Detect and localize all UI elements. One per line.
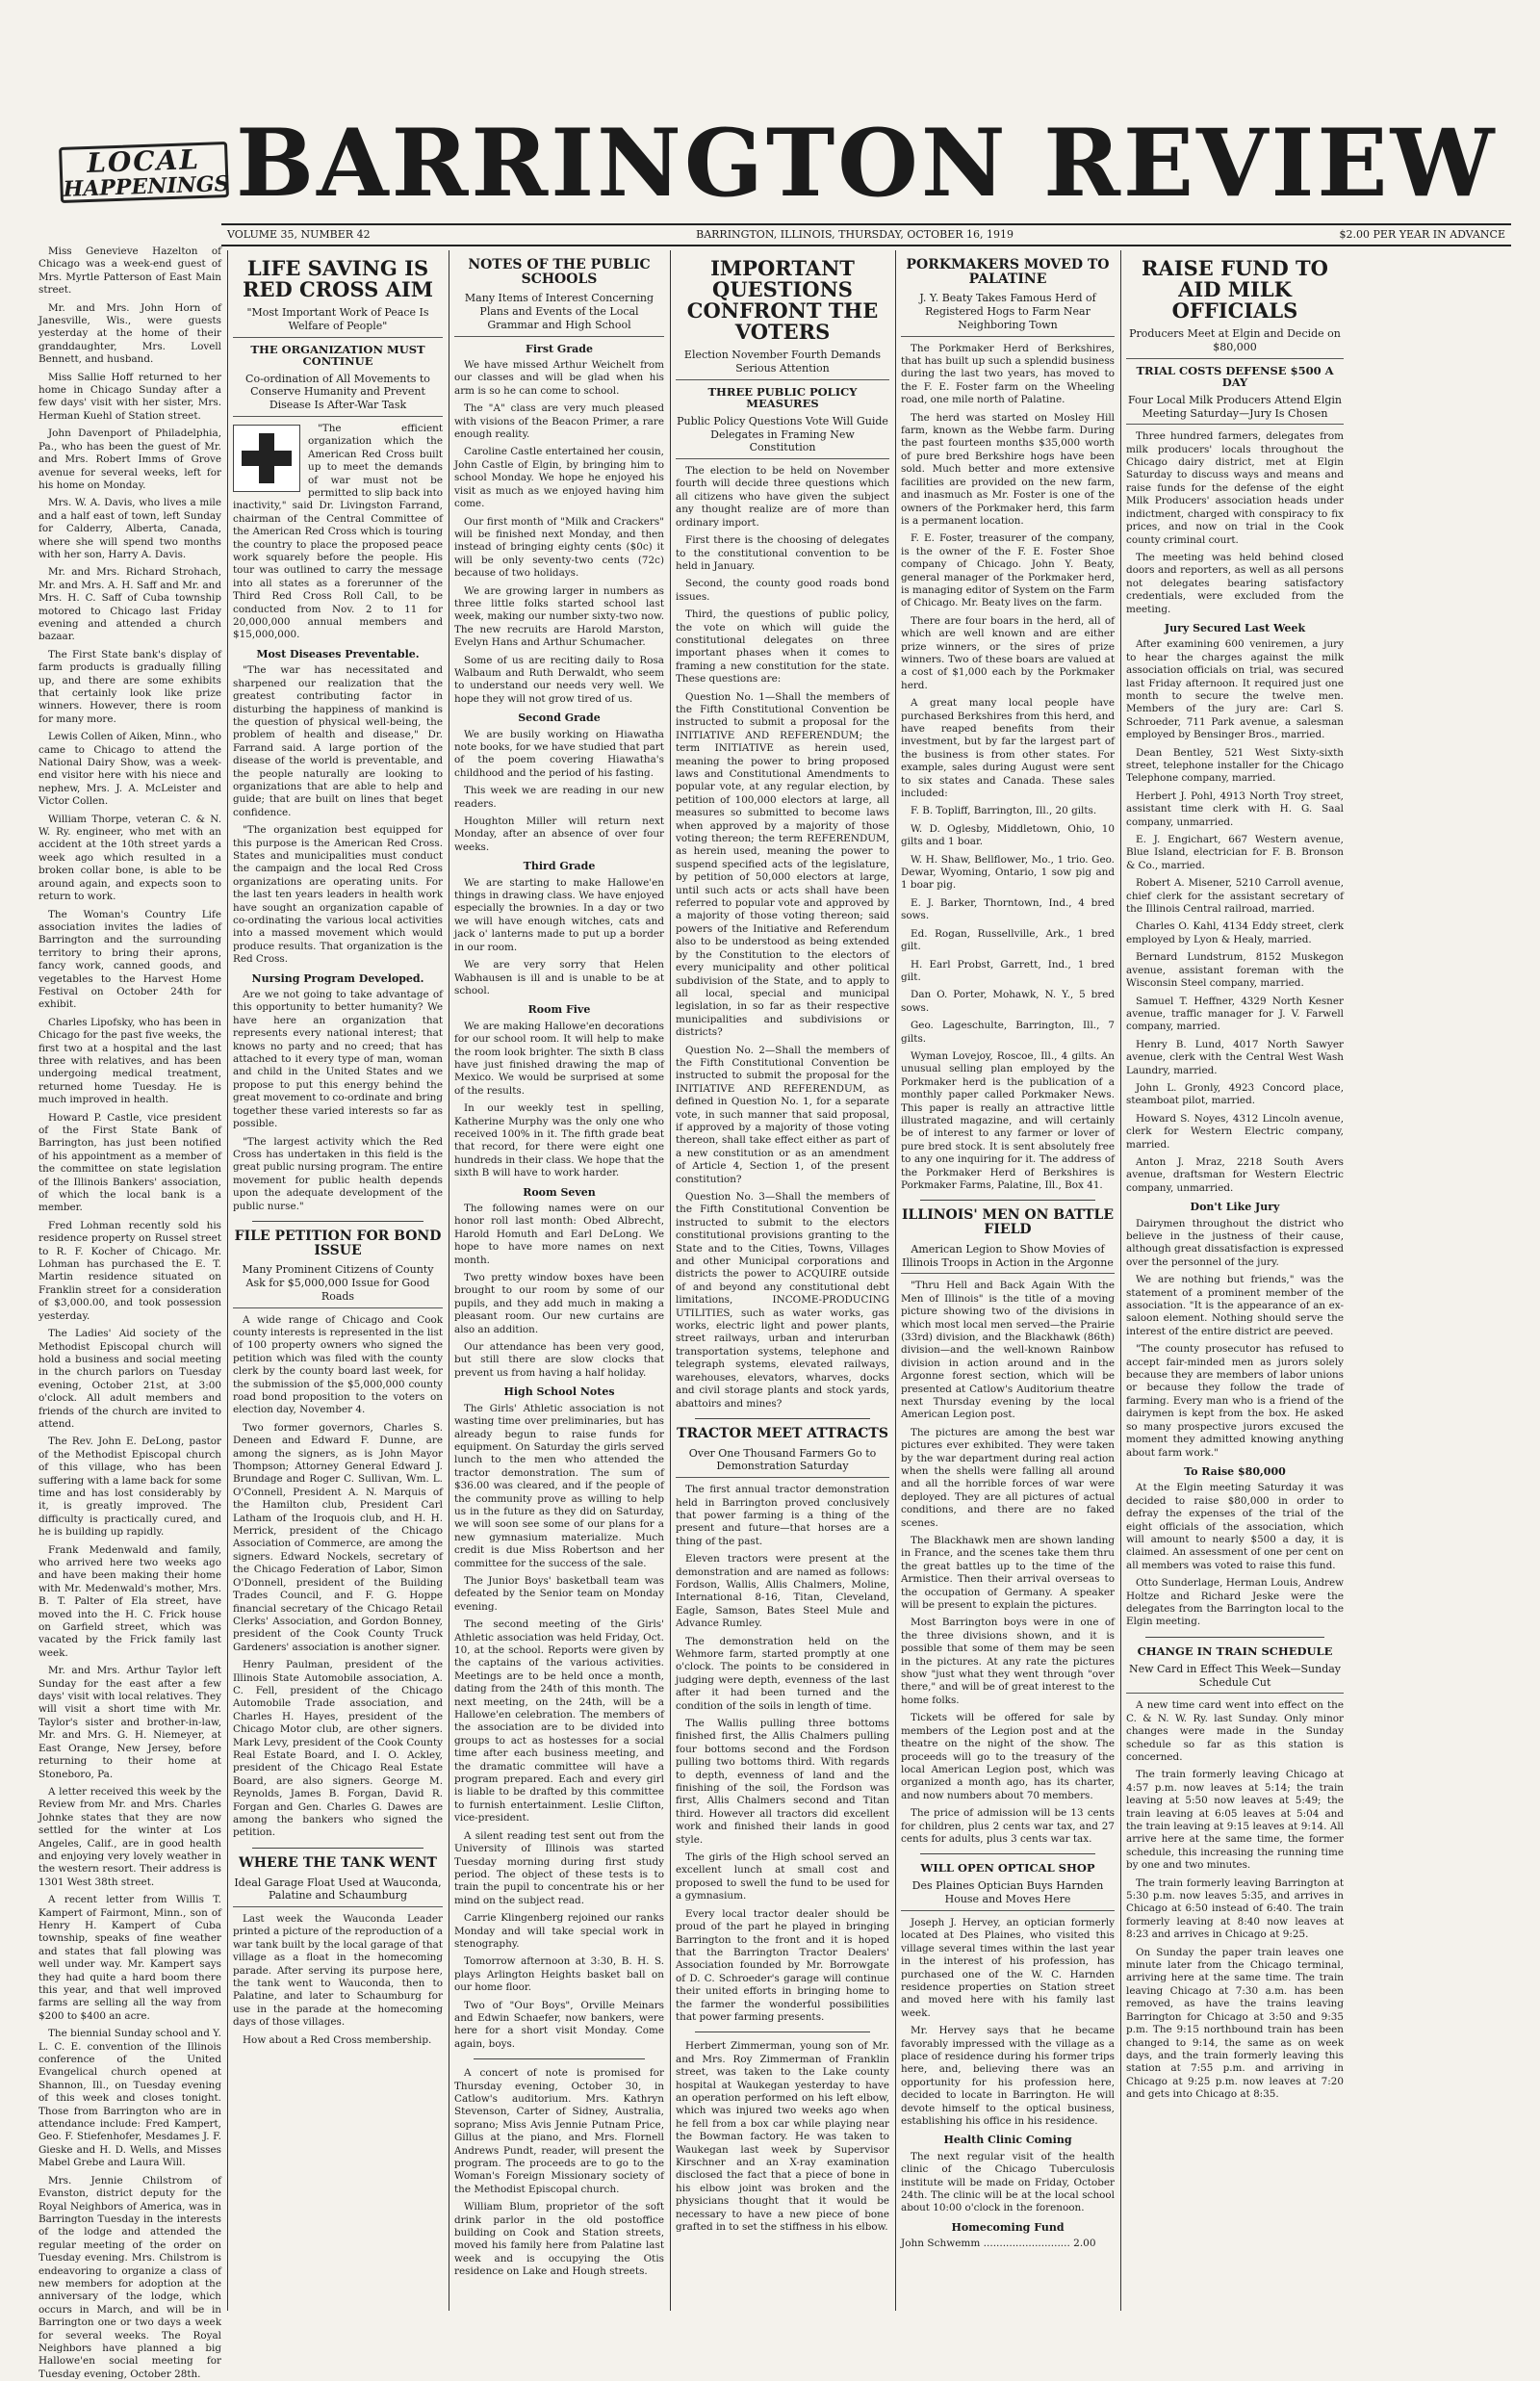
- grade-heading: Second Grade: [518, 712, 601, 725]
- local-item: Mr. and Mrs. John Horn of Janesville, Wis., were guests yesterday at the home of their granddaughter, Mrs. Lovell Bennett, and husband.: [38, 301, 221, 366]
- column-rule: [227, 250, 228, 2311]
- article-paragraph: A new time card went into effect on the C. & N. W. Ry. last Sunday. Only minor changes were made in the Sunday schedule so far as this station is concerned.: [1126, 1699, 1344, 1763]
- article-paragraph: "Thru Hell and Back Again With the Men of Illinois" is the title of a moving picture showing two of the divisions in which most local men served—the Prairie (33rd) division, and the Blackhawk (86th) division—and the well-known Rainbow division in action around and in the Argonne forest section, which will be presented at Catlow's Auditorium theatre next Thursday evening by the local American Legion post.: [901, 1280, 1115, 1421]
- article-paragraph: Most Barrington boys were in one of the three divisions shown, and it is possible that some of them may be seen in the pictures. At any rate the pictures show "just what they went through "over there," and will be of great interest to the home folks.: [901, 1617, 1115, 1706]
- voters-headline: IMPORTANT QUESTIONS CONFRONT THE VOTERS: [686, 256, 879, 345]
- local-item: Mr. and Mrs. Richard Strohach, Mr. and Mrs. A. H. Saff and Mr. and Mrs. H. C. Saff of Cuba township motored to Chicago last Friday evening and attended a church bazaar.: [38, 566, 221, 643]
- local-item: Mr. and Mrs. Arthur Taylor left Sunday for the east after a few days' visit with local relatives. They will visit a short time with Mr. Taylor's sister and brother-in-law, Mr. and Mrs. G. H. Niemeyer, at East Orange, New Jersey, before returning to their home at Stoneboro, Pa.: [38, 1665, 221, 1780]
- jury-heading: Jury Secured Last Week: [1164, 621, 1306, 634]
- bond-issue-deck: Many Prominent Citizens of County Ask for $5,000,000 Issue for Good Roads: [233, 1263, 443, 1307]
- article-paragraph: The "A" class are very much pleased with visions of the Beacon Primer, a rare enough reality.: [454, 402, 664, 441]
- article-paragraph: A concert of note is promised for Thursday evening, October 30, in Catlow's auditorium. Mrs. Kathryn Stevenson, Carter of Sidney, Australia, soprano; Miss Avis Jennie Putnam Price, Gillus at the piano, and Mrs. Flornell Andrews Pundt, reader, will present the program. The proceeds are to go to the Woman's Foreign Missionary society of the Methodist Episcopal church.: [454, 2067, 664, 2195]
- article-paragraph: The girls of the High school served an excellent lunch at small cost and proposed to swell the fund to be used for a gymnasium.: [676, 1851, 889, 1902]
- list-item: H. Earl Probst, Garrett, Ind., 1 bred gilt.: [901, 958, 1115, 983]
- article-paragraph: The price of admission will be 13 cents for children, plus 2 cents war tax, and 27 cents for adults, plus 3 cents war tax.: [901, 1807, 1115, 1845]
- article-paragraph: Two of "Our Boys", Orville Meinars and Edwin Schaefer, now bankers, were here for a short visit Monday. Come again, boys.: [454, 1999, 664, 2050]
- local-item: John Davenport of Philadelphia, Pa., who has been the guest of Mr. and Mrs. Robert Imms of Grove avenue for several weeks, left for his home on Monday.: [38, 427, 221, 491]
- article-paragraph: A silent reading test sent out from the University of Illinois was started Tuesday morning during first study period. The object of these tests is to train the pupil to concentrate his or her mind on the subject read.: [454, 1829, 664, 1906]
- article-paragraph: Wyman Lovejoy, Roscoe, Ill., 4 gilts. An unusual selling plan employed by the Porkmaker herd is the publication of a monthly paper called Porkmaker News. This paper is really an attractive little illustrated magazine, and will certainly be of interest to any farmer or lover of pure bred stock. It is sent absolutely free to any one inquiring for it. The address of the Porkmaker Herd of Berkshires is Porkmaker Farms, Palatine, Ill., Box 41.: [901, 1049, 1115, 1191]
- article-paragraph: The train formerly leaving Chicago at 4:57 p.m. now leaves at 5:14; the train leaving at 5:50 now leaves at 5:49; the train leaving at 6:05 leaves at 5:04 and the train leaving at 9:15 leaves at 9:14. All arrive here at the same time, the former schedule, this increasing the running time by one and two minutes.: [1126, 1769, 1344, 1872]
- article-paragraph: This week we are reading in our new readers.: [454, 785, 664, 810]
- list-item: W. H. Shaw, Bellflower, Mo., 1 trio. Geo. Dewar, Wyoming, Ontario, 1 sow pig and 1 boar pig.: [901, 853, 1115, 892]
- room-heading: Room Seven: [523, 1185, 596, 1199]
- article-paragraph: Are we not going to take advantage of this opportunity to better humanity? We have here an organization that represents every national interest; that knows no party and no creed; that has attached to it every type of man, woman and child in the United States and we propose to put this energy behind the great movement to co-ordinate and bring together these varied interests so far as possible.: [233, 989, 443, 1130]
- article-paragraph: How about a Red Cross membership.: [243, 2033, 432, 2046]
- article-paragraph: Eleven tractors were present at the demonstration and are named as follows: Fordson, Wallis, Allis Chalmers, Moline, International 8-16, Titan, Cleveland, Eagle, Samson, Bates Steel Mule and Advance Rumley.: [676, 1553, 889, 1630]
- article-paragraph: The pictures are among the best war pictures ever exhibited. They were taken by the war department during real action when the shells were falling all around and all the horrible forces of war were deployed. They are all pictures of actual conditions, and there are no faked scenes.: [901, 1426, 1115, 1529]
- high-school-heading: High School Notes: [503, 1385, 615, 1399]
- list-item: John L. Gronly, 4923 Concord place, steamboat pilot, married.: [1126, 1081, 1344, 1107]
- train-schedule-headline: CHANGE IN TRAIN SCHEDULE: [1137, 1643, 1333, 1658]
- article-paragraph: On Sunday the paper train leaves one minute later from the Chicago terminal, arriving here at the same time. The train leaving Chicago at 7:30 a.m. has been removed, as have the trains leaving Barrington for Chicago at 3:50 and 9:35 p.m. The 9:15 northbound train has been changed to 9:14, the same as on week days, and the train formerly leaving this station at 7:55 p.m. and arriving in Chicago at 9:25 p.m. now leaves at 7:20 and gets into Chicago at 8:35.: [1126, 1946, 1344, 2101]
- article-paragraph: We are making Hallowe'en decorations for our school room. It will help to make the room look brighter. The sixth B class have just finished drawing the map of Mexico. We would be surprised at some of the results.: [454, 1020, 664, 1097]
- article-paragraph: The demonstration held on the Wehmore farm, started promptly at one o'clock. The points to be considered in judging were depth, evenness of the last after it had been turned and the condition of the soils in length of time.: [676, 1635, 889, 1712]
- tank-deck: Ideal Garage Float Used at Wauconda, Palatine and Schaumburg: [233, 1876, 443, 1908]
- article-paragraph: The following names were on our honor roll last month: Obed Albrecht, Harold Homuth and Earl DeLong. We hope to have more names on next month.: [454, 1203, 664, 1266]
- local-item: Lewis Collen of Aiken, Minn., who came to Chicago to attend the National Dairy Show, was a week-end visitor here with his niece and nephew, Mrs. J. A. McLeister and Victor Collen.: [38, 731, 221, 808]
- tractor-headline: TRACTOR MEET ATTRACTS: [677, 1425, 888, 1441]
- dont-like-jury-heading: Don't Like Jury: [1190, 1201, 1280, 1214]
- homecoming-fund-heading: Homecoming Fund: [951, 2220, 1065, 2234]
- train-schedule-deck: New Card in Effect This Week—Sunday Schedule Cut: [1126, 1663, 1344, 1695]
- divider: [920, 1853, 1095, 1854]
- article-paragraph: We are starting to make Hallowe'en things in drawing class. We have enjoyed especially the brownies. In a day or two we will have enough witches, cats and jack o' lanterns made to put up a border in our room.: [454, 876, 664, 953]
- school-notes-column: [454, 254, 664, 2315]
- subscription-price: $2.00 PER YEAR IN ADVANCE: [1339, 228, 1505, 241]
- article-paragraph: Tickets will be offered for sale by members of the Legion post and at the theatre on the night of the show. The proceeds will go to the treasury of the local American Legion post, which was organized a month ago, has its charter, and now numbers about 70 members.: [901, 1712, 1115, 1801]
- red-cross-subhead-2: THE ORGANIZATION MUST CONTINUE: [250, 342, 425, 368]
- article-paragraph: "The largest activity which the Red Cross has undertaken in this field is the great public nursing program. The entire movement for public health depends upon the adequate development of the public nurse.": [233, 1135, 443, 1212]
- article-paragraph: The second meeting of the Girls' Athletic association was held Friday, Oct. 10, at the school. Reports were given by the captains of the various activities. Meetings are to be held once a month, dating from the 24th of this month. The next meeting, on the 24th, will be a Hallowe'en celebration. The members of the association are to be divided into groups to act as hostesses for a social time after each business meeting, and the dramatic committee will have a program prepared. Each and every girl is liable to be drafted by this committee to furnish entertainment. Leslie Clifton, vice-president.: [454, 1618, 664, 1825]
- article-paragraph: The meeting was held behind closed doors and reporters, as well as all persons not delegates bearing satisfactory credentials, were excluded from the meeting.: [1126, 551, 1344, 615]
- list-item: Charles O. Kahl, 4134 Eddy street, clerk employed by Lyon & Healy, married.: [1126, 920, 1344, 945]
- red-cross-subhead: "Most Important Work of Peace Is Welfare of People": [233, 306, 443, 338]
- article-paragraph: Question No. 3—Shall the members of the Fifth Constitutional Convention be instructed to submit to the electors constitutional provisions granting to the State and to the Cities, Towns, Villages and other Municipal corporations and districts the power to ACQUIRE outside of and beyond any constitutional debt limitations, INCOME-PRODUCING UTILITIES, such as water works, gas works, electric light and power plants, street railways, urban and interurban transportation systems, telephone and telegraph systems, elevated railways, warehouses, elevators, wharves, docks and civil storage plants and stock yards, abattoirs and mines?: [676, 1191, 889, 1410]
- school-notes-headline: NOTES OF THE PUBLIC SCHOOLS: [468, 257, 651, 287]
- list-item: Ed. Rogan, Russellville, Ark., 1 bred gilt.: [901, 927, 1115, 953]
- local-item: Fred Lohman recently sold his residence property on Russel street to R. F. Kocher of Chicago. Mr. Lohman has purchased the E. T. Martin residence situated on Franklin street for a consideration of $3,000.00, and took possession yesterday.: [38, 1219, 221, 1322]
- optical-shop-headline: WILL OPEN OPTICAL SHOP: [920, 1861, 1095, 1876]
- grade-heading: Third Grade: [523, 860, 596, 873]
- battle-field-deck: American Legion to Show Movies of Illinois Troops in Action in the Argonne: [901, 1243, 1115, 1275]
- voters-column: [676, 254, 889, 2315]
- list-item: Bernard Lundstrum, 8152 Muskegon avenue, assistant foreman with the Wisconsin Steel company, married.: [1126, 951, 1344, 990]
- porkmakers-column: [901, 254, 1115, 2315]
- grade-heading: First Grade: [526, 342, 593, 355]
- raise-fund-heading: To Raise $80,000: [1184, 1464, 1286, 1478]
- red-cross-deck: Co-ordination of All Movements to Conserve Humanity and Prevent Disease Is After-War Task: [233, 373, 443, 417]
- article-paragraph: William Blum, proprietor of the soft drink parlor in the old postoffice building on Cook and Station streets, moved his family here from Palatine last week and is occupying the Otis residence on Lake and Hough streets.: [454, 2201, 664, 2278]
- article-paragraph: Question No. 1—Shall the members of the Fifth Constitutional Convention be instructed to submit a proposal for the INITIATIVE AND REFERENDUM; the term INITIATIVE as herein used, meaning the power to bring proposed laws and Constitutional Amendments to popular vote, at any regular election, by petition of 100,000 electors at large, all measures so submitted to become laws when approved by a majority of those voting thereon; the term REFERENDUM, as herein used, meaning the power to suspend specified acts of the legislature, by petition of 50,000 electors at large, until such acts or acts shall have been referred to popular vote and approved by a majority of those voting thereon; said powers of the Initiative and Referendum also to be understood as being extended by the Constitution to the electors of every municipality and other political subdivision of the State, and to apply to all local, special and municipal legislation, in so far as their respective municipalities and subdivisions or districts?: [676, 690, 889, 1039]
- article-paragraph: Last week the Wauconda Leader printed a picture of the reproduction of a war tank built by the local garage of that village as a float in the homecoming parade. After serving its purpose here, the tank went to Wauconda, then to Palatine, and later to Schaumburg for use in the parade at the homecoming days of those villages.: [233, 1913, 443, 2029]
- divider: [252, 1221, 424, 1222]
- article-paragraph: F. E. Foster, treasurer of the company, is the owner of the F. E. Foster Shoe company of Chicago. John Y. Beaty, general manager of the Porkmaker herd, is managing editor of System on the Farm of Chicago. Mr. Beaty lives on the farm.: [901, 532, 1115, 609]
- article-paragraph: We are growing larger in numbers as three little folks started school last week, making our number sixty-two now. The new recruits are Harold Marston, Evelyn Hans and Arthur Schumacher.: [454, 584, 664, 649]
- article-paragraph: The herd was started on Mosley Hill farm, known as the Webbe farm. During the past fourteen months $35,000 worth of pure bred Berkshire hogs have been sold. Much better and more extensive facilities are provided on the new farm, and inasmuch as Mr. Foster is one of the owners of the Porkmaker herd, this farm is a permanent location.: [901, 411, 1115, 527]
- crosshead: Most Diseases Preventable.: [256, 647, 420, 660]
- milk-officials-subhead-2: TRIAL COSTS DEFENSE $500 A DAY: [1136, 363, 1334, 389]
- article-paragraph: Some of us are reciting daily to Rosa Walbaum and Ruth Derwaldt, who seem to understand our needs very well. We hope they will not grow tired of us.: [454, 654, 664, 705]
- local-item: The biennial Sunday school and Y. L. C. E. convention of the Illinois conference of the United Evangelical church opened at Shannon, Ill., on Tuesday evening of this week and closes tonight. Those from Barrington who are in attendance include: Fred Kampert, Geo. F. Stiefenhofer, Mesdames J. F. Gieske and H. D. Wells, and Misses Mabel Grebe and Laura Will.: [38, 2028, 221, 2169]
- voters-subhead: Election November Fourth Demands Serious Attention: [676, 349, 889, 380]
- list-item: Howard S. Noyes, 4312 Lincoln avenue, clerk for Western Electric company, married.: [1126, 1112, 1344, 1151]
- volume-number: VOLUME 35, NUMBER 42: [227, 228, 371, 241]
- local-happenings-column: [38, 246, 221, 2380]
- list-item: W. D. Oglesby, Middletown, Ohio, 10 gilts and 1 boar.: [901, 822, 1115, 848]
- article-paragraph: Carrie Klingenberg rejoined our ranks Monday and will take special work in stenography.: [454, 1912, 664, 1950]
- divider: [695, 1418, 870, 1419]
- local-happenings-line1: LOCAL: [86, 142, 201, 180]
- list-item: Samuel T. Heffner, 4329 North Kesner avenue, traffic manager for J. V. Farwell company, married.: [1126, 995, 1344, 1033]
- article-paragraph: At the Elgin meeting Saturday it was decided to raise $80,000 in order to defray the expenses of the trial of the eight officials of the association, which will amount to nearly $500 a day, it is claimed. An assessment of one per cent on all members was voted to raise this fund.: [1126, 1482, 1344, 1571]
- article-paragraph: The next regular visit of the health clinic of the Chicago Tuberculosis institute will be made on Friday, October 24th. The clinic will be at the local school about 10:00 o'clock in the forenoon.: [901, 2150, 1115, 2214]
- local-item: Miss Genevieve Hazelton of Chicago was a week-end guest of Mrs. Myrtle Patterson of East Main street.: [38, 246, 221, 297]
- article-paragraph: A wide range of Chicago and Cook county interests is represented in the list of 100 property owners who signed the petition which was filed with the county clerk by the county board last week, for the submission of the $5,000,000 county road bond proposition to the voters on election day, November 4.: [233, 1313, 443, 1416]
- article-paragraph: We have missed Arthur Weichelt from our classes and will be glad when his arm is so he can come to school.: [454, 359, 664, 397]
- room-heading: Room Five: [527, 1003, 591, 1017]
- article-paragraph: Caroline Castle entertained her cousin, John Castle of Elgin, by bringing him to school Monday. We hope he enjoyed his visit as much as we enjoyed having him come.: [454, 446, 664, 510]
- article-paragraph: Dairymen throughout the district who believe in the justness of their cause, although great dissatisfaction is expressed over the personnel of the jury.: [1126, 1217, 1344, 1268]
- article-paragraph: Otto Sunderlage, Herman Louis, Andrew Holtze and Richard Jeske were the delegates from the Barrington local to the Elgin meeting.: [1126, 1577, 1344, 1628]
- article-paragraph: Henry Paulman, president of the Illinois State Automobile association, A. C. Fell, president of the Chicago Automobile Trade association, and Charles H. Hayes, president of the Chicago Motor club, are other signers. Mark Levy, president of the Cook County Real Estate Board, and I. O. Ackley, president of the Chicago Real Estate Board, are also signers. George M. Reynolds, James B. Forgan, David R. Forgan and Gen. Charles G. Dawes are among the bankers who signed the petition.: [233, 1659, 443, 1839]
- local-item: The Rev. John E. DeLong, pastor of the Methodist Episcopal church of this village, who has been suffering with a lame back for some time and has lost considerably by it, is greatly improved. The difficulty is practically cured, and he is building up rapidly.: [38, 1436, 221, 1539]
- local-happenings-line2: HAPPENINGS: [63, 170, 230, 202]
- article-paragraph: Third, the questions of public policy, the vote on which will guide the constitutional delegates on three important phases when it comes to framing a new constitution for the state. These questions are:: [676, 608, 889, 686]
- divider: [252, 1848, 424, 1849]
- divider: [474, 2058, 645, 2059]
- article-paragraph: Herbert Zimmerman, young son of Mr. and Mrs. Roy Zimmerman of Franklin street, was taken to the Lake county hospital at Waukegan yesterday to have an operation performed on his left elbow, which was injured two weeks ago when he fell from a box car while playing near the Bowman factory. He was taken to Waukegan last week by Supervisor Kirschner and an X-ray examination disclosed the fact that a piece of bone in his elbow joint was broken and the physicians thought that it would be necessary to have a new piece of bone grafted in to set the stiffness in his elbow.: [676, 2040, 889, 2234]
- dateline-bar: [221, 223, 1511, 246]
- article-paragraph: Mr. Hervey says that he became favorably impressed with the village as a place of residence during his former trips here, and, believing there was an opportunity for his profession here, decided to locate in Barrington. He will devote himself to the optical business, establishing his office in his residence.: [901, 2025, 1115, 2127]
- list-item: Robert A. Misener, 5210 Carroll avenue, chief clerk for the assistant secretary of the Illinois Central railroad, married.: [1126, 877, 1344, 916]
- article-paragraph: We are very sorry that Helen Wabhausen is ill and is unable to be at school.: [454, 959, 664, 996]
- article-paragraph: The train formerly leaving Barrington at 5:30 p.m. now leaves 5:35, and arrives in Chicago at 6:50 instead of 6:40. The train formerly leaving at 8:40 now leaves at 8:23 and arrives in Chicago at 9:25.: [1126, 1876, 1344, 1941]
- newspaper-title: BARRINGTON REVIEW: [236, 109, 1498, 218]
- divider: [920, 1200, 1095, 1201]
- list-item: Anton J. Mraz, 2218 South Avers avenue, draftsman for Western Electric company, unmarried.: [1126, 1155, 1344, 1194]
- local-item: Howard P. Castle, vice president of the First State Bank of Barrington, has just been notified of his appointment as a member of the committee on state legislation of the Illinois Bankers' association, of which the local bank is a member.: [38, 1111, 221, 1214]
- list-item: E. J. Barker, Thorntown, Ind., 4 bred sows.: [901, 896, 1115, 922]
- article-paragraph: First there is the choosing of delegates to the constitutional convention to be held in January.: [676, 534, 889, 572]
- article-paragraph: The election to be held on November fourth will decide three questions which all citizens who have given the subject any thought realize are of more than ordinary import.: [676, 465, 889, 529]
- article-paragraph: There are four boars in the herd, all of which are well known and are either prize winners, or the sires of prize winners. Two of these boars are valued at a cost of $1,000 each by the Porkmaker herd.: [901, 614, 1115, 691]
- article-paragraph: "The county prosecutor has refused to accept fair-minded men as jurors solely because they are members of labor unions or because they follow the trade of farming. Every man who is a friend of the dairymen is kept from the box. He asked so many prospective jurors excused the moment they admitted knowing anything about farm work.": [1126, 1343, 1344, 1459]
- list-item: Herbert J. Pohl, 4913 North Troy street, assistant time clerk with H. G. Saal company, unmarried.: [1126, 789, 1344, 828]
- article-paragraph: After examining 600 veniremen, a jury to hear the charges against the milk association officials on trial, was secured last Friday afternoon. It required just one month to secure the twelve men. Members of the jury are: Carl S. Schroeder, 711 Park avenue, a salesman employed by Bensinger Bros., married.: [1126, 638, 1344, 741]
- local-happenings-box: [59, 142, 229, 203]
- article-paragraph: The Wallis pulling three bottoms finished first, the Allis Chalmers pulling four bottoms second and the Fordson pulling two bottoms third. With regards to depth, evenness of land and the finishing of the soil, the Fordson was first, Allis Chalmers second and Titan third. However all tractors did excellent work and finished their lands in good style.: [676, 1718, 889, 1846]
- article-paragraph: Second, the county good roads bond issues.: [676, 578, 889, 603]
- article-paragraph: Joseph J. Hervey, an optician formerly located at Des Plaines, who visited this village several times within the last year in the interest of his profession, has purchased one of the W. C. Harnden residence properties on Station street and moved here with his family last week.: [901, 1916, 1115, 2019]
- article-paragraph: Question No. 2—Shall the members of the Fifth Constitutional Convention be instructed to submit the proposal for the INITIATIVE AND REFERENDUM, as defined in Question No. 1, for a separate vote, in such manner that said proposal, if approved by a majority of those voting thereon, shall take effect either as part of a new constitution or as an amendment of Article 4, Section 1, of the present constitution?: [676, 1044, 889, 1185]
- article-paragraph: Every local tractor dealer should be proud of the part he played in bringing Barrington to the front and it is hoped that the Barrington Tractor Dealers' Association founded by Mr. Borrowgate of D. C. Schroeder's garage will continue their united efforts in bringing home to the farmer the wonderful possibilities that power farming presents.: [676, 1907, 889, 2023]
- crosshead: Nursing Program Developed.: [251, 971, 424, 985]
- optical-shop-deck: Des Plaines Optician Buys Harnden House and Moves Here: [901, 1879, 1115, 1911]
- column-rule: [895, 250, 896, 2311]
- tank-headline: WHERE THE TANK WENT: [239, 1854, 437, 1871]
- local-item: Miss Sallie Hoff returned to her home in Chicago Sunday after a few days' visit with her sister, Mrs. Herman Kuehl of Station street.: [38, 371, 221, 422]
- porkmakers-headline: PORKMAKERS MOVED TO PALATINE: [906, 257, 1110, 287]
- article-paragraph: Two pretty window boxes have been brought to our room by some of our pupils, and they add much in making a pleasant room. Our new curtains are also an addition.: [454, 1272, 664, 1335]
- article-paragraph: Three hundred farmers, delegates from milk producers' locals throughout the Chicago dairy district, met at Elgin Saturday to discuss ways and means and raise funds for the defense of the eight Milk Producers' association heads under indictment, charged with conspiracy to fix prices, and now on trial in the Cook county criminal court.: [1126, 430, 1344, 546]
- newspaper-page: [38, 19, 1511, 2380]
- article-paragraph: The first annual tractor demonstration held in Barrington proved conclusively that power farming is a thing of the present and future—that horses are a thing of the past.: [676, 1484, 889, 1547]
- local-item: The Ladies' Aid society of the Methodist Episcopal church will hold a business and social meeting in the church parlors on Tuesday evening, October 21st, at 3:00 o'clock. All adult members and friends of the church are invited to attend.: [38, 1328, 221, 1430]
- article-paragraph: "The war has necessitated and sharpened our realization that the greatest contributing factor in disturbing the happiness of mankind is the question of physical well-being, the problem of health and disease," Dr. Farrand said. A large portion of the disease of the world is preventable, and the people naturally are looking to organizations that are able to help and guide; that are built on lines that beget confidence.: [233, 664, 443, 818]
- article-paragraph: Tomorrow afternoon at 3:30, B. H. S. plays Arlington Heights basket ball on our home floor.: [454, 1955, 664, 1994]
- local-item: William Thorpe, veteran C. & N. W. Ry. engineer, who met with an accident at the 10th street yards a week ago which resulted in a broken collar bone, is able to be around again, and expects soon to return to work.: [38, 813, 221, 903]
- local-item: Charles Lipofsky, who has been in Chicago for the past five weeks, the first two at a hospital and the last three with relatives, and has been undergoing medical treatment, returned home Tuesday. He is much improved in health.: [38, 1016, 221, 1106]
- article-paragraph: We are nothing but friends," was the statement of a prominent member of the association. "It is the appearance of an ex-saloon element. Nothing should serve the interest of the entire district are peeved.: [1126, 1274, 1344, 1337]
- milk-officials-deck: Four Local Milk Producers Attend Elgin Meeting Saturday—Jury Is Chosen: [1126, 394, 1344, 426]
- article-paragraph: Our first month of "Milk and Crackers" will be finished next Monday, and then instead of bringing eighty cents ($0c) it will be only seventy-two cents (72c) because of two holidays.: [454, 515, 664, 580]
- red-cross-emblem-icon: [233, 425, 300, 492]
- article-paragraph: Our attendance has been very good, but still there are slow clocks that prevent us from having a half holiday.: [454, 1341, 664, 1379]
- place-and-date: BARRINGTON, ILLINOIS, THURSDAY, OCTOBER 16, 1919: [696, 228, 1014, 241]
- milk-officials-subhead: Producers Meet at Elgin and Decide on $80,000: [1126, 327, 1344, 359]
- voters-subhead-2: THREE PUBLIC POLICY MEASURES: [707, 384, 858, 410]
- red-cross-column: [233, 254, 443, 2315]
- homecoming-fund-entry: John Schwemm ........................... 2.00: [901, 2238, 1096, 2250]
- article-paragraph: In our weekly test in spelling, Katherine Murphy was the only one who received 100% in it. The fifth grade beat that record, for there were eight one hundreds in their class. We hope that the sixth B will have to work harder.: [454, 1102, 664, 1179]
- column-rule: [670, 250, 671, 2311]
- school-notes-deck: Many Items of Interest Concerning Plans and Events of the Local Grammar and High School: [454, 292, 664, 336]
- article-paragraph: Two former governors, Charles S. Deneen and Edward F. Dunne, are among the signers, as is John Mayor Thompson; Attorney General Edward J. Brundage and Roger C. Sullivan, Wm. L. O'Connell, President A. N. Marquis of the Hamilton club, President Carl Latham of the Iroquois club, and H. H. Merrick, president of the Chicago Association of Commerce, are among the signers. Edward Nockels, secretary of the Chicago Federation of Labor, Simon O'Donnell, president of the Building Trades Council, and F. G. Hoppe financial secretary of the Chicago Retail Clerks' Association, and Gordon Bonney, president of the Cook County Truck Gardeners' association is another signer.: [233, 1421, 443, 1653]
- voters-deck: Public Policy Questions Vote Will Guide Delegates in Framing New Constitution: [676, 415, 889, 459]
- divider: [1145, 1637, 1324, 1638]
- local-item: A recent letter from Willis T. Kampert of Fairmont, Minn., son of Henry H. Kampert of Cuba township, speaks of fine weather and states that fall plowing was well under way. Mr. Kampert says they had quite a hard boom there this year, and that well improved farms are selling all the way from $200 to $400 an acre.: [38, 1894, 221, 2022]
- column-rule: [1120, 250, 1121, 2311]
- porkmakers-deck: J. Y. Beaty Takes Famous Herd of Registered Hogs to Farm Near Neighboring Town: [901, 292, 1115, 336]
- list-item: E. J. Engichart, 667 Western avenue, Blue Island, electrician for F. B. Bronson & Co., married.: [1126, 834, 1344, 871]
- article-paragraph: We are busily working on Hiawatha note books, for we have studied that part of the poem covering Hiawatha's childhood and the period of his fasting.: [454, 728, 664, 779]
- battle-field-headline: ILLINOIS' MEN ON BATTLE FIELD: [901, 1207, 1115, 1238]
- list-item: Geo. Lageschulte, Barrington, Ill., 7 gilts.: [901, 1020, 1115, 1045]
- list-item: Dean Bentley, 521 West Sixty-sixth street, telephone installer for the Chicago Telephone company, married.: [1126, 746, 1344, 785]
- article-paragraph: The Porkmaker Herd of Berkshires, that has built up such a splendid business during the last two years, has moved to the F. E. Foster farm on the Wheeling road, one mile north of Palatine.: [901, 342, 1115, 406]
- red-cross-headline: LIFE SAVING IS RED CROSS AIM: [243, 256, 433, 302]
- milk-officials-headline: RAISE FUND TO AID MILK OFFICIALS: [1142, 256, 1328, 324]
- tractor-deck: Over One Thousand Farmers Go to Demonstration Saturday: [676, 1447, 889, 1479]
- list-item: Henry B. Lund, 4017 North Sawyer avenue, clerk with the Central West Wash Laundry, married.: [1126, 1038, 1344, 1076]
- local-item: Mrs. Jennie Chilstrom of Evanston, district deputy for the Royal Neighbors of America, was in Barrington Tuesday in the interests of the lodge and attended the regular meeting of the order on Tuesday evening. Mrs. Chilstrom is endeavoring to organize a class of new members for adoption at the anniversary of the lodge, which occurs in March, and will be in Barrington one or two days a week for several weeks. The Royal Neighbors have planned a big Hallowe'en social meeting for Tuesday evening, October 28th.: [38, 2174, 221, 2380]
- article-paragraph: "The organization best equipped for this purpose is the American Red Cross. States and municipalities must conduct the campaign and the local Red Cross organizations are operating units. For the last ten years leaders in health work have sought an organization capable of co-ordinating the various local activities into a massed movement which would produce results. That organization is the Red Cross.: [233, 824, 443, 966]
- local-item: Frank Medenwald and family, who arrived here two weeks ago and have been making their home with Mr. Medenwald's mother, Mrs. B. T. Palter of Ela street, have moved into the H. C. Frick house on Garfield street, which was vacated by the Frick family last week.: [38, 1543, 221, 1659]
- health-clinic-heading: Health Clinic Coming: [943, 2134, 1072, 2147]
- local-item: The First State bank's display of farm products is gradually filling up, and there are some exhibits that certainly look like prize winners. However, there is room for many more.: [38, 648, 221, 725]
- list-item: F. B. Topliff, Barrington, Ill., 20 gilts.: [911, 805, 1097, 817]
- bond-issue-headline: FILE PETITION FOR BOND ISSUE: [234, 1228, 442, 1258]
- article-paragraph: The Girls' Athletic association is not wasting time over preliminaries, but has already begun to raise funds for equipment. On Saturday the girls served lunch to the men who attended the tractor demonstration. The sum of $36.00 was cleared, and if the people of the community prove as willing to help us in the future as they did on Saturday, we will soon see some of our plans for a new gymnasium materialize. Much credit is due Miss Robertson and her committee for the success of the sale.: [454, 1402, 664, 1569]
- article-paragraph: The Junior Boys' basketball team was defeated by the Senior team on Monday evening.: [454, 1574, 664, 1613]
- local-item: Mrs. W. A. Davis, who lives a mile and a half east of town, left Sunday for Calderry, Alberta, Canada, where she will spend two months with her son, Harry A. Davis.: [38, 497, 221, 560]
- local-item: A letter received this week by the Review from Mr. and Mrs. Charles Johnke states that they are now settled for the winter at Los Angeles, Calif., are in good health and enjoying very lovely weather in the western resort. Their address is 1301 West 38th street.: [38, 1785, 221, 1888]
- list-item: Dan O. Porter, Mohawk, N. Y., 5 bred sows.: [901, 989, 1115, 1014]
- masthead: [38, 109, 1511, 218]
- article-paragraph: "The efficient organization which the American Red Cross built up to meet the demands of war must not be permitted to slip back into inactivity," said Dr. Livingston Farrand, chairman of the Central Committee of the American Red Cross which is touring the country to place the proposed peace work squarely before the people. His tour was outlined to carry the message into all states as a forerunner of the Third Red Cross Roll Call, to be conducted from Nov. 2 to 11 for 20,000,000 annual members and $15,000,000.: [233, 422, 443, 641]
- milk-officials-column: [1126, 254, 1344, 2315]
- article-paragraph: A great many local people have purchased Berkshires from this herd, and have reaped benefits from their investment, but by far the largest part of the business is from other states. For example, sales during August were sent to six states and Canada. These sales included:: [901, 697, 1115, 800]
- article-paragraph: The Blackhawk men are shown landing in France, and the scenes take them thru the great battles up to the time of the Armistice. Then their arrival overseas to the occupation of Germany. A speaker will be present to explain the pictures.: [901, 1535, 1115, 1612]
- article-paragraph: Houghton Miller will return next Monday, after an absence of over four weeks.: [454, 815, 664, 853]
- local-item: The Woman's Country Life association invites the ladies of Barrington and the surrounding territory to bring their aprons, fancy work, canned goods, and vegetables to the Harvest Home Festival on October 24th for exhibit.: [38, 908, 221, 1011]
